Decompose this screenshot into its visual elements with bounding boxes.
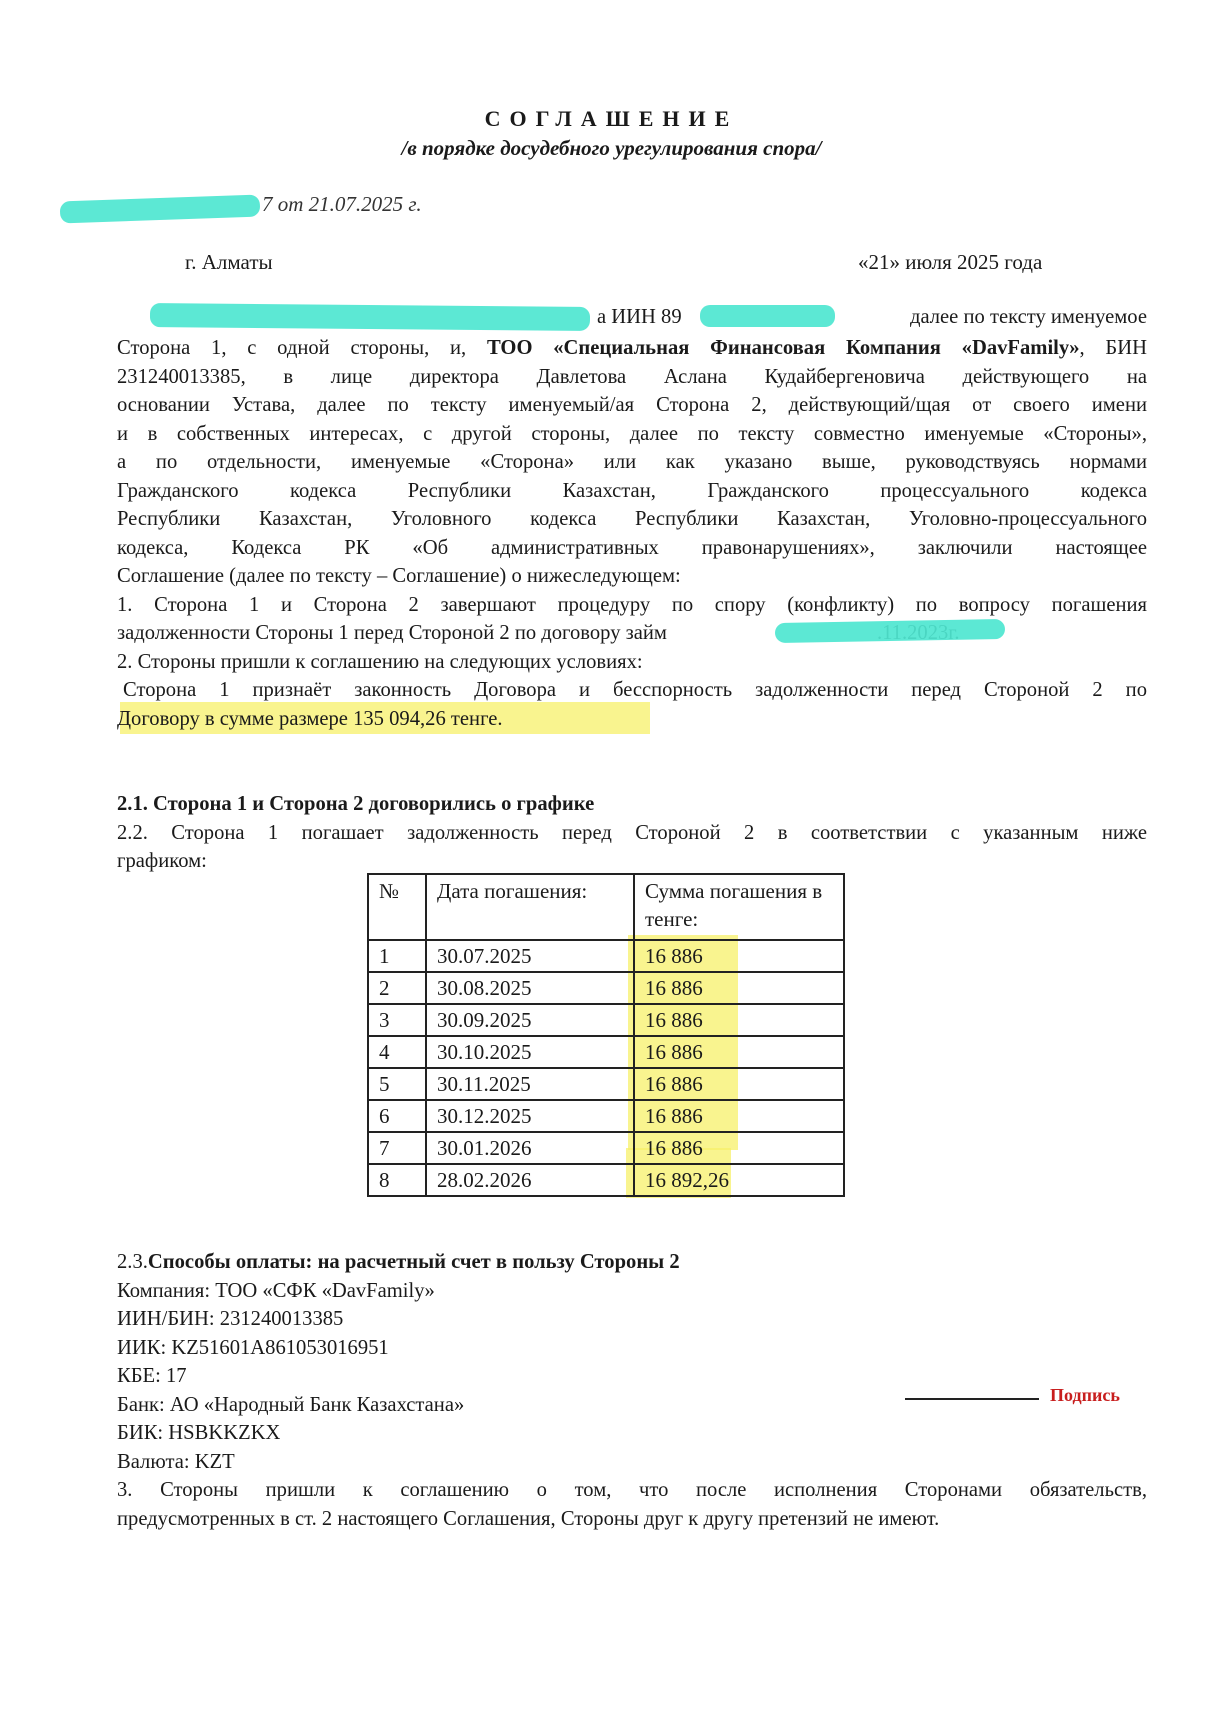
row-date: 30.01.2026 — [426, 1132, 634, 1164]
row-sum: 16 886 — [634, 1004, 844, 1036]
row-date: 30.07.2025 — [426, 940, 634, 972]
payment-heading — [117, 1248, 1147, 1277]
payment-bik: БИК: HSBKKZKX — [117, 1422, 281, 1444]
preamble — [117, 334, 1147, 705]
heading-number: 2.3. — [117, 1251, 148, 1273]
preamble-line-7: Гражданского кодекса Республики Казахстан, Гражданского процессуального кодекса — [117, 479, 1147, 502]
table-row — [368, 972, 844, 1004]
table-row — [368, 1164, 844, 1196]
row-number: 3 — [368, 1004, 426, 1036]
row-date: 30.12.2025 — [426, 1100, 634, 1132]
row-date: 30.10.2025 — [426, 1036, 634, 1068]
text-part: задолженности Стороны 1 перед Стороной 2 по договору займ — [117, 622, 667, 644]
document-title: СОГЛАШЕНИЕ — [484, 106, 739, 131]
preamble-tail: далее по тексту именуемое — [909, 306, 1147, 328]
preamble-line-3: 231240013385, в лице директора Давлетова Аслана Кудайбергеновича действующего на — [117, 365, 1147, 388]
redaction-mark — [150, 303, 590, 331]
row-date: 28.02.2026 — [426, 1164, 634, 1196]
row-sum: 16 892,26 — [634, 1164, 844, 1196]
clause-2-line-2: Сторона 1 признаёт законность Договора и бесспорность задолженности перед Стороной 2 по — [123, 679, 1147, 701]
row-date: 30.08.2025 — [426, 972, 634, 1004]
table-row — [368, 940, 844, 972]
reference-line — [262, 192, 422, 217]
payment-schedule-table — [367, 873, 845, 1197]
row-number: 4 — [368, 1036, 426, 1068]
redaction-mark — [775, 619, 1005, 643]
row-sum: 16 886 — [634, 1132, 844, 1164]
preamble-line-4: основании Устава, далее по тексту именуемый/ая Сторона 2, действующий/щая от своего имени — [117, 394, 1147, 416]
agreement-date: «21» июля 2025 года — [858, 250, 1043, 274]
payment-details — [117, 1248, 1147, 1533]
payment-kbe: КБЕ: 17 — [117, 1365, 187, 1387]
row-number: 5 — [368, 1068, 426, 1100]
heading-text: Способы оплаты: на расчетный счет в пользу Стороны 2 — [147, 1251, 680, 1273]
preamble-line-1 — [597, 306, 682, 329]
clause-2-1 — [117, 790, 1147, 876]
row-number: 6 — [368, 1100, 426, 1132]
preamble-line-9: кодекса, Кодекса РК «Об административных правонарушениях», заключили настоящее — [117, 536, 1147, 559]
text-part: , БИН — [1079, 337, 1147, 359]
document-subtitle: /в порядке досудебного урегулирования спора/ — [401, 136, 822, 160]
table-row — [368, 1068, 844, 1100]
row-sum: 16 886 — [634, 1100, 844, 1132]
row-date: 30.09.2025 — [426, 1004, 634, 1036]
text-part: Сторона 1, с одной стороны, и, — [117, 337, 487, 359]
clause-3-line-1: 3. Стороны пришли к соглашению о том, что после исполнения Сторонами обязательств, — [117, 1479, 1147, 1501]
table-row — [368, 1132, 844, 1164]
preamble-line-10: Соглашение (далее по тексту – Соглашение) о нижеследующем: — [117, 565, 681, 587]
preamble-line-2 — [117, 334, 1147, 363]
signature-label: Подпись — [1050, 1385, 1120, 1405]
row-sum: 16 886 — [634, 972, 844, 1004]
amount-line: Договору в сумме размере 135 094,26 тенге. — [117, 708, 503, 730]
preamble-line-8: Республики Казахстан, Уголовного кодекса Республики Казахстан, Уголовно-процессуального — [117, 508, 1147, 530]
reference-tail: 7 от 21.07.2025 г. — [262, 192, 422, 216]
table-row — [368, 1100, 844, 1132]
row-number: 7 — [368, 1132, 426, 1164]
table-row — [368, 1004, 844, 1036]
redaction-mark — [700, 305, 835, 327]
col-number: № — [368, 874, 426, 940]
clause-2-line-1: 2. Стороны пришли к соглашению на следующих условиях: — [117, 650, 643, 673]
col-sum: Сумма погашения в тенге: — [634, 874, 844, 940]
row-number: 2 — [368, 972, 426, 1004]
row-sum: 16 886 — [634, 1068, 844, 1100]
clause-2-1-heading: 2.1. Сторона 1 и Сторона 2 договорились о графике — [117, 793, 595, 815]
city: г. Алматы — [185, 250, 273, 274]
payment-currency: Валюта: KZT — [117, 1450, 235, 1473]
payment-bank: Банк: АО «Народный Банк Казахстана» — [117, 1393, 465, 1416]
clause-2-amount — [117, 705, 1147, 734]
clause-3-line-2: предусмотренных в ст. 2 настоящего Соглашения, Стороны друг к другу претензий не имеют. — [117, 1507, 940, 1530]
payment-bin: ИИН/БИН: 231240013385 — [117, 1308, 344, 1330]
payment-company: Компания: ТОО «СФК «DavFamily» — [117, 1279, 435, 1302]
row-date: 30.11.2025 — [426, 1068, 634, 1100]
row-sum: 16 886 — [634, 940, 844, 972]
row-sum: 16 886 — [634, 1036, 844, 1068]
preamble-line-5: и в собственных интересах, с другой стороны, далее по тексту совместно именуемые «Стороны», — [117, 422, 1147, 445]
clause-2-2-line-2: графиком: — [117, 850, 207, 872]
table-header-row — [368, 874, 844, 940]
col-date: Дата погашения: — [426, 874, 634, 940]
row-number: 8 — [368, 1164, 426, 1196]
clause-1-line-1: 1. Сторона 1 и Сторона 2 завершают процедуру по спору (конфликту) по вопросу погашения — [117, 593, 1147, 616]
clause-2-2-line-1: 2.2. Сторона 1 погашает задолженность перед Стороной 2 в соответствии с указанным ниже — [117, 821, 1147, 844]
preamble-line-6: а по отдельности, именуемые «Сторона» или как указано выше, руководствуясь нормами — [117, 451, 1147, 473]
payment-iik: ИИК: KZ51601A861053016951 — [117, 1336, 389, 1359]
redaction-mark — [60, 195, 261, 224]
company-name: ТОО «Специальная Финансовая Компания «DavFamily» — [486, 337, 1080, 359]
table-row — [368, 1036, 844, 1068]
signature-line — [905, 1398, 1039, 1400]
row-number: 1 — [368, 940, 426, 972]
preamble-line-1-tail — [848, 306, 1147, 329]
preamble-iin: а ИИН 89 — [597, 306, 682, 328]
